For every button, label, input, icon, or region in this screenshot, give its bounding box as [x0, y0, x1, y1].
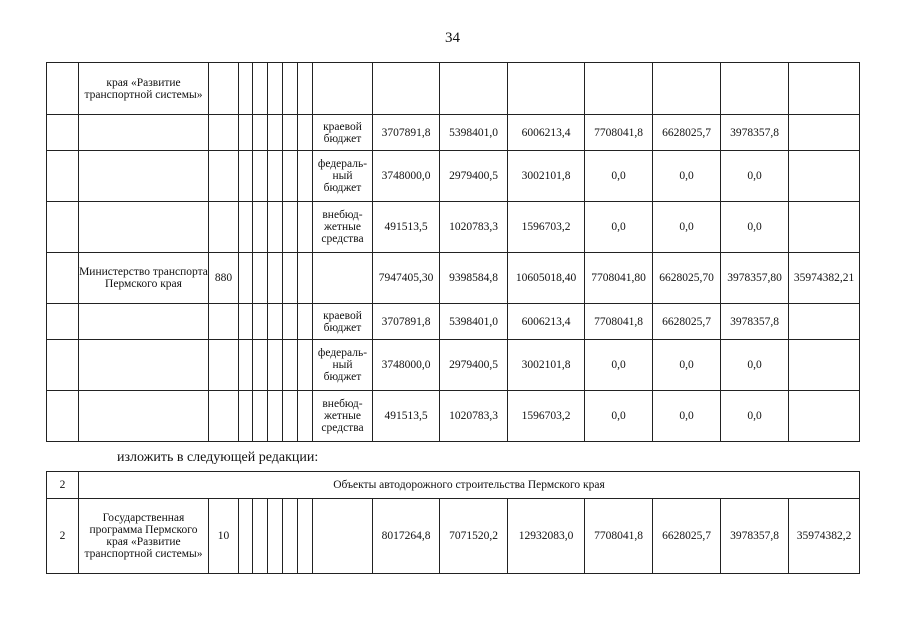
- table-row: [47, 63, 860, 115]
- value-cell: 7071520,2: [440, 499, 508, 574]
- row-name: [79, 151, 209, 202]
- empty-cell: [47, 391, 79, 442]
- empty-cell: [313, 499, 373, 574]
- value-cell: [789, 63, 860, 115]
- funding-source: внебюд-жетные средства: [313, 391, 373, 442]
- empty-cell: [253, 202, 268, 253]
- value-cell: 1020783,3: [440, 391, 508, 442]
- empty-cell: [47, 340, 79, 391]
- value-cell: 0,0: [585, 151, 653, 202]
- row-code: [209, 304, 239, 340]
- empty-cell: [268, 304, 283, 340]
- empty-cell: [268, 499, 283, 574]
- empty-cell: [298, 115, 313, 151]
- value-cell: 5398401,0: [440, 115, 508, 151]
- empty-cell: [253, 499, 268, 574]
- value-cell: [653, 63, 721, 115]
- value-cell: 3748000,0: [373, 151, 440, 202]
- value-cell: 1596703,2: [508, 202, 585, 253]
- row-code: [209, 202, 239, 253]
- value-cell: 6006213,4: [508, 304, 585, 340]
- page-number: 34: [445, 30, 460, 46]
- value-cell: [789, 340, 860, 391]
- value-cell: 6006213,4: [508, 115, 585, 151]
- value-cell: 0,0: [585, 202, 653, 253]
- value-cell: 3978357,8: [721, 304, 789, 340]
- value-cell: 0,0: [721, 151, 789, 202]
- value-cell: 1020783,3: [440, 202, 508, 253]
- funding-source: федераль-ный бюджет: [313, 340, 373, 391]
- empty-cell: [253, 304, 268, 340]
- row-code: [209, 340, 239, 391]
- empty-cell: [298, 499, 313, 574]
- value-cell: 0,0: [721, 202, 789, 253]
- value-cell: 3707891,8: [373, 304, 440, 340]
- table-row: [47, 304, 860, 340]
- table-row: [47, 391, 860, 442]
- empty-cell: [239, 499, 253, 574]
- section-number: 2: [47, 472, 79, 499]
- value-cell: 0,0: [653, 340, 721, 391]
- funding-source: краевой бюджет: [313, 115, 373, 151]
- value-cell: [508, 63, 585, 115]
- row-name: [79, 115, 209, 151]
- program-row: [47, 499, 860, 574]
- budget-table: [46, 62, 860, 442]
- value-cell: 9398584,8: [440, 253, 508, 304]
- value-cell: 3978357,8: [721, 115, 789, 151]
- value-cell: 1596703,2: [508, 391, 585, 442]
- empty-cell: [268, 202, 283, 253]
- empty-cell: [283, 151, 298, 202]
- empty-cell: [239, 63, 253, 115]
- funding-source: [313, 63, 373, 115]
- value-cell: [721, 63, 789, 115]
- empty-cell: [47, 63, 79, 115]
- funding-source: федераль-ный бюджет: [313, 151, 373, 202]
- value-cell: [789, 304, 860, 340]
- empty-cell: [47, 202, 79, 253]
- funding-source: [313, 253, 373, 304]
- empty-cell: [239, 340, 253, 391]
- value-cell: 0,0: [653, 202, 721, 253]
- row-name: Министерство транспорта Пермского края: [79, 253, 209, 304]
- funding-source: краевой бюджет: [313, 304, 373, 340]
- table-row: [47, 151, 860, 202]
- value-cell: 0,0: [653, 151, 721, 202]
- value-cell: 2979400,5: [440, 151, 508, 202]
- value-cell: 7708041,8: [585, 499, 653, 574]
- row-name: [79, 202, 209, 253]
- value-cell: 8017264,8: [373, 499, 440, 574]
- empty-cell: [268, 115, 283, 151]
- row-number: 2: [47, 499, 79, 574]
- value-cell: 0,0: [585, 391, 653, 442]
- empty-cell: [298, 63, 313, 115]
- value-cell: [440, 63, 508, 115]
- value-cell: 0,0: [585, 340, 653, 391]
- value-cell: 7708041,8: [585, 115, 653, 151]
- value-cell: 7708041,80: [585, 253, 653, 304]
- row-name: [79, 391, 209, 442]
- value-cell: 0,0: [721, 391, 789, 442]
- value-cell: 35974382,2: [789, 499, 860, 574]
- empty-cell: [283, 115, 298, 151]
- program-code: 10: [209, 499, 239, 574]
- funding-source: внебюд-жетные средства: [313, 202, 373, 253]
- empty-cell: [298, 340, 313, 391]
- empty-cell: [47, 151, 79, 202]
- empty-cell: [47, 304, 79, 340]
- empty-cell: [298, 391, 313, 442]
- value-cell: 491513,5: [373, 202, 440, 253]
- empty-cell: [239, 304, 253, 340]
- value-cell: 3748000,0: [373, 340, 440, 391]
- empty-cell: [239, 115, 253, 151]
- value-cell: 3002101,8: [508, 151, 585, 202]
- empty-cell: [283, 391, 298, 442]
- empty-cell: [253, 391, 268, 442]
- value-cell: 7947405,30: [373, 253, 440, 304]
- value-cell: 10605018,40: [508, 253, 585, 304]
- section-row: [47, 472, 860, 499]
- empty-cell: [283, 499, 298, 574]
- empty-cell: [47, 115, 79, 151]
- value-cell: 5398401,0: [440, 304, 508, 340]
- table-row: [47, 115, 860, 151]
- row-name: [79, 304, 209, 340]
- row-name: края «Развитие транспортной системы»: [79, 63, 209, 115]
- value-cell: 6628025,70: [653, 253, 721, 304]
- empty-cell: [253, 115, 268, 151]
- empty-cell: [253, 63, 268, 115]
- value-cell: 491513,5: [373, 391, 440, 442]
- value-cell: [585, 63, 653, 115]
- value-cell: 3707891,8: [373, 115, 440, 151]
- value-cell: [789, 115, 860, 151]
- value-cell: 0,0: [653, 391, 721, 442]
- program-name: Государственная программа Пермского края «Развитие транспортной системы»: [79, 499, 209, 574]
- table-row: [47, 340, 860, 391]
- empty-cell: [253, 151, 268, 202]
- value-cell: 12932083,0: [508, 499, 585, 574]
- empty-cell: [283, 253, 298, 304]
- value-cell: 3978357,8: [721, 499, 789, 574]
- table-row: [47, 253, 860, 304]
- value-cell: 6628025,7: [653, 499, 721, 574]
- empty-cell: [283, 304, 298, 340]
- empty-cell: [239, 202, 253, 253]
- empty-cell: [268, 63, 283, 115]
- empty-cell: [283, 202, 298, 253]
- empty-cell: [253, 253, 268, 304]
- empty-cell: [283, 340, 298, 391]
- value-cell: 0,0: [721, 340, 789, 391]
- value-cell: 3978357,80: [721, 253, 789, 304]
- empty-cell: [253, 340, 268, 391]
- value-cell: [789, 151, 860, 202]
- empty-cell: [239, 253, 253, 304]
- empty-cell: [283, 63, 298, 115]
- empty-cell: [298, 202, 313, 253]
- empty-cell: [268, 151, 283, 202]
- row-code: [209, 115, 239, 151]
- row-code: [209, 63, 239, 115]
- empty-cell: [268, 253, 283, 304]
- empty-cell: [298, 253, 313, 304]
- empty-cell: [47, 253, 79, 304]
- empty-cell: [239, 391, 253, 442]
- table-row: [47, 202, 860, 253]
- value-cell: 6628025,7: [653, 304, 721, 340]
- empty-cell: [239, 151, 253, 202]
- value-cell: [373, 63, 440, 115]
- value-cell: [789, 202, 860, 253]
- objects-table: [46, 471, 860, 574]
- value-cell: [789, 391, 860, 442]
- empty-cell: [298, 151, 313, 202]
- value-cell: 2979400,5: [440, 340, 508, 391]
- empty-cell: [298, 304, 313, 340]
- row-code: [209, 151, 239, 202]
- empty-cell: [268, 340, 283, 391]
- instruction-text: изложить в следующей редакции:: [117, 450, 319, 465]
- value-cell: 6628025,7: [653, 115, 721, 151]
- value-cell: 35974382,21: [789, 253, 860, 304]
- row-name: [79, 340, 209, 391]
- value-cell: 3002101,8: [508, 340, 585, 391]
- value-cell: 7708041,8: [585, 304, 653, 340]
- row-code: 880: [209, 253, 239, 304]
- empty-cell: [268, 391, 283, 442]
- section-title: Объекты автодорожного строительства Пермского края: [79, 472, 860, 499]
- row-code: [209, 391, 239, 442]
